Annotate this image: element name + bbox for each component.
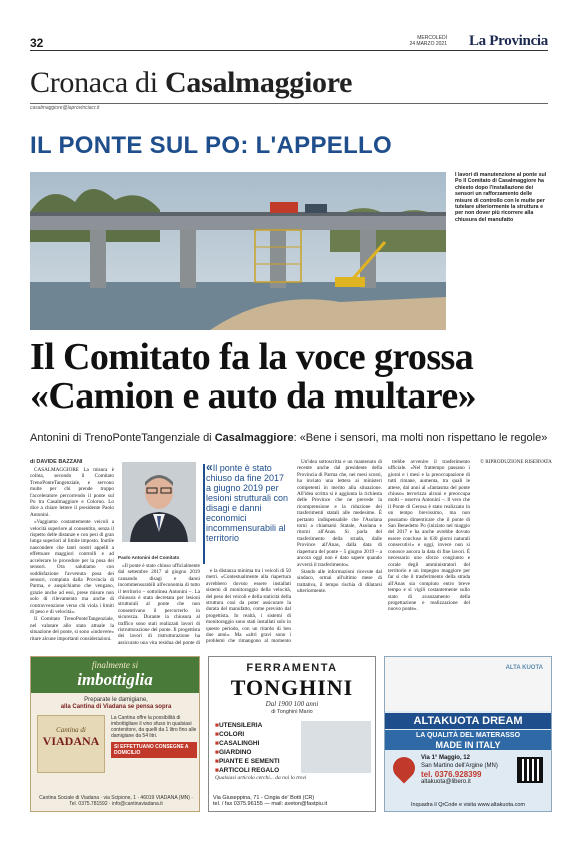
ad-cantina-headline: imbottiglia	[77, 670, 153, 689]
ad-cantina-left-name: VIADANA	[42, 734, 100, 748]
col1-para: Il Comitato TrenoPonteTangenziale, nel valutare allo stato attuale la situazione del ponte, si sono «indovere» ritare alcune importanti considerazioni.	[30, 616, 114, 642]
article-subhead	[30, 432, 560, 445]
ad-altakuota-town: San Martino dell'Argine (MN)	[421, 762, 498, 769]
article-column-2	[118, 563, 200, 645]
ad-tonghini-street: Via Giuseppina, 71 - Cingia de' Botti (CR)	[213, 795, 315, 801]
ad-altakuota-phone[interactable]: tel. 0376.928399	[421, 770, 482, 779]
col1-para: «Vaggiamo costantemente veicoli a velocità superiore al consentito, senza il rispetto delle distanze e con pesi di gran lunga superiori al limite imposto. Inutile nascondere che tanti nostri appelli a effettuare maggiori controlli e ad accelerare le procedure per la posa dei sensori. Ora salutiamo con soddisfazione l'avvenuta posa dei sensori, compiuta dalla Provincia di Parma, e auspichiamo che vengano, grazie anche ad essi, prese misure non solo di rilevamento ma anche di contravvenzione verso chi viola i limiti di peso e di velocità».	[30, 519, 114, 615]
map-pin-icon	[388, 752, 419, 783]
ad-tonghini-years: Dal 1900 100 anni	[265, 700, 319, 708]
ad-altakuota[interactable]	[384, 656, 552, 812]
ad-tonghini-name: TONGHINI	[230, 675, 354, 700]
author-caption: Paolo Antonini del Comitato	[118, 555, 180, 560]
ad-cantina-right-text: La Cantina offre la possibilità di imbottigliare il vino sfuso in qualsiasi contenitore, da quelli da 1 litro fino alle damigiane da 54 litri.	[111, 715, 197, 739]
pull-quote	[206, 462, 291, 543]
col3-lead: e la distanza minima tra i veicoli di 50 metri. «Contestualmente alla riapertura avrebbero dovuto essere installati sistemi di monitoraggio della velocità, del peso dei veicoli e della staticità della struttura così da poter assicurare la durata del manufatto, come previsto dal progettista. In realtà, i sistemi di monitoraggio sono stati installati solo in questo periodo, con un ritardo di ben due anni». Ma «altri gravi sono i problemi che rimangono al momento	[206, 568, 291, 645]
author-photo	[122, 462, 196, 542]
col2-para: «Il ponte è stato chiuso ufficialmente dal settembre 2017 al giugno 2019 causando disagi e danni incommensurabili all'economia di tutto il territorio – sottolinea Antonini –. La chiusura è stata decretata per lesioni strutturali al ponte che non consentivano il percorrerlo in sicurezza. Durante la chiusura al traffico sono stati realizzati lavori di ristrutturazione del ponte. Il progettista dei lavori di ristrutturazione ha assicurato una vita residua del ponte di	[118, 563, 200, 645]
ad-cantina-footer: Cantina Sociale di Viadana · via Scipione, 1 · 46019 VIADANA (MN) · Tel. 0375.781592 · info@cantinaviadana.it	[39, 795, 193, 807]
ad-cantina-tagline: finalmente si	[91, 660, 139, 670]
list-item: ■ ARTICOLI REGALO	[215, 766, 297, 775]
section-title	[30, 66, 352, 100]
ad-tonghini-title: FERRAMENTA	[246, 662, 338, 674]
ad-cantina-line-text: Preparate le damigiane,	[84, 697, 148, 703]
col1-para: CASALMAGGIORE La misura è colma, secondo il Comitato TrenoPonteTangenziale, e servono multe per chi prende troppo l'acceleratore percorrendo il ponte sul Po tra Casalmaggiore e Colorno. Lo dice a chiare lettere il presidente Paolo Antonini.	[30, 467, 114, 518]
list-item: ■ PIANTE E SEMENTI	[215, 757, 297, 766]
ad-altakuota-address	[421, 755, 511, 787]
bridge-illustration	[30, 172, 446, 330]
ad-altakuota-footer[interactable]: Inquadra il QrCode e visita www.altakuota.com	[410, 802, 526, 808]
section-city: Casalmaggiore	[165, 66, 353, 99]
section-prefix: Cronaca di	[30, 66, 158, 99]
pull-quote-text: Il ponte è stato chiuso da fine 2017 a giugno 2019 per lesioni strutturali con disagi e danni economici incommensurabili al territorio	[206, 463, 289, 543]
page-number: 32	[30, 36, 44, 50]
ad-cantina-viadana[interactable]	[30, 656, 200, 812]
ad-tonghini-list	[215, 721, 297, 775]
article-headline	[30, 338, 550, 416]
subhead-lead: Antonini di TrenoPonteTangenziale di	[30, 432, 212, 444]
ad-altakuota-band	[385, 730, 551, 750]
article-column-2b	[206, 568, 291, 645]
col4-para: Un'idea sottoscritta e un mantenuto di recente anche dal presidente della Provincia di Parma che, nei mesi scorsi, ha inviato una lettera ai ministeri competenti in merito alla situazione. All'idea scritta si è aggiunta la richiesta delle Province che ne prevede la ricomprensione e la riduzione dei trasferimenti statali alle medesime. È pertanto indispensabile che l'Asolana torni a chiamarsi Statale, Asolana e ritorni all'Anas. Si parla del trasferimento della strada, dalle Province all'Anas, dalla data di riapertura del ponte – 5 giugno 2019 – a ancora oggi non è dato sapere quando avverrà il trasferimento».	[297, 459, 382, 568]
issue-date	[409, 35, 447, 47]
section-email: casalmaggiore@laprovinciacr.it	[30, 105, 100, 111]
ad-cantina-stamp: SI EFFETTUANO CONSEGNE A DOMICILIO	[111, 742, 197, 758]
ad-tonghini-owner: di Tonghini Mario	[271, 709, 313, 715]
ad-altakuota-brand: ALTAKUOTA DREAM	[385, 713, 551, 729]
article-byline: di DAVIDE BAZZANI	[30, 459, 83, 465]
photo-caption: I lavori di manutenzione al ponte sul Po Il Comitato di Casalmaggiore ha chiesto dopo l'installazione dei sensori un rafforzamento delle misure di controllo con le multe per tutelare ulteriormente la struttura e per non dover più ricorrere alla chiusura del manufatto	[455, 172, 547, 223]
ad-cantina-left-label: Cantina di	[56, 726, 86, 734]
headline-line-2: «Camion e auto da multare»	[30, 375, 477, 417]
quote-mark-icon: «	[206, 460, 213, 474]
ad-tonghini-photo	[301, 721, 371, 773]
ad-altakuota-band-line1: LA QUALITÀ DEL MATERASSO	[415, 732, 521, 739]
ad-altakuota-email[interactable]: altakuota@libero.it	[421, 779, 471, 785]
issue-weekday: MERCOLEDÌ	[417, 35, 447, 41]
ad-tonghini-quote: Qualsiasi articolo cerchi... da noi lo trovi	[215, 775, 307, 781]
list-item: ■ CASALINGHI	[215, 739, 297, 748]
article-column-3	[297, 459, 382, 645]
ad-altakuota-photo	[385, 657, 551, 711]
ad-tonghini-contacts: tel. / fax 0375.96155 — mail: aveton@fastpiu.it	[213, 801, 328, 807]
bridge-photo	[30, 172, 446, 330]
ad-cantina-line-bold: alla Cantina di Viadana se pensa sopra	[60, 704, 172, 710]
ad-tonghini-address	[213, 795, 373, 807]
ad-altakuota-logo: ALTA KUOTA	[505, 665, 543, 671]
list-item: ■ COLORI	[215, 730, 297, 739]
ad-cantina-line	[35, 697, 197, 711]
list-item: ■ UTENSILERIA	[215, 721, 297, 730]
col5-para: trebbe avvenire il trasferimento ufficiale. «Nel frattempo passano i giorni e i mesi e la preoccupazione di tutti rimane, aumenta, tra quali le attese, dai anni al «fantasma del ponte chiuso» terrorizza alcuni e preoccupa molti – osserva Antonini –. Il vero che il Ponte di Gerosa è stato realizzato in un tempo brevissimo, ma non possiamo dimenticare che il ponte di San Benedetto Po (iniziato nel maggio del 2017 e ha anche avrebbe dovuto essere concluso in 630 giorni naturali consecutivi» e oggi, invece non si conosce ancora la data di fine lavori. È necessario uno sforzo congiunto e corale degli amministratori del territorio e un impegno maggiore per far sì che il trasferimento della strada all'Anas sia compiuto entro breve tempo e si vigili costantemente sullo stato di avanzamento della progettazione e realizzazione del nuovo ponte».	[388, 459, 470, 613]
ad-cantina-text	[111, 715, 197, 758]
ad-ferramenta-tonghini[interactable]	[208, 656, 376, 812]
author-portrait	[122, 462, 196, 542]
top-rule	[30, 50, 548, 51]
ad-cantina-header	[31, 657, 199, 693]
ad-cantina-logo	[37, 715, 105, 773]
issue-day: 24 MARZO 2021	[409, 41, 447, 47]
section-rule	[30, 103, 548, 104]
subhead-city: Casalmaggiore	[214, 432, 294, 444]
masthead-logo: La Provincia	[468, 33, 548, 49]
qr-code-icon[interactable]	[517, 757, 543, 783]
ad-altakuota-street: Via 1° Maggio, 12	[421, 755, 470, 761]
list-item: ■ GIARDINO	[215, 748, 297, 757]
headline-line-1: Il Comitato fa la voce grossa	[30, 336, 474, 378]
subhead-tail: : «Bene i sensori, ma molti non rispettano le regole»	[293, 432, 548, 444]
article-kicker: IL PONTE SUL PO: L'APPELLO	[30, 132, 392, 159]
col5-para-end: © RIPRODUZIONE RISERVATA	[480, 459, 552, 465]
col4-para: Stando alle informazioni ricevute dal sindaco, ormai all'ultimo mese di trattativa, il tempo rischia di dilatarsi ulteriormente.	[297, 568, 382, 595]
article-column-5	[476, 459, 552, 645]
pull-quote-bar	[203, 464, 205, 564]
article-column-1	[30, 467, 114, 645]
ad-altakuota-band-line2: MADE IN ITALY	[435, 740, 501, 750]
article-column-4	[388, 459, 470, 645]
